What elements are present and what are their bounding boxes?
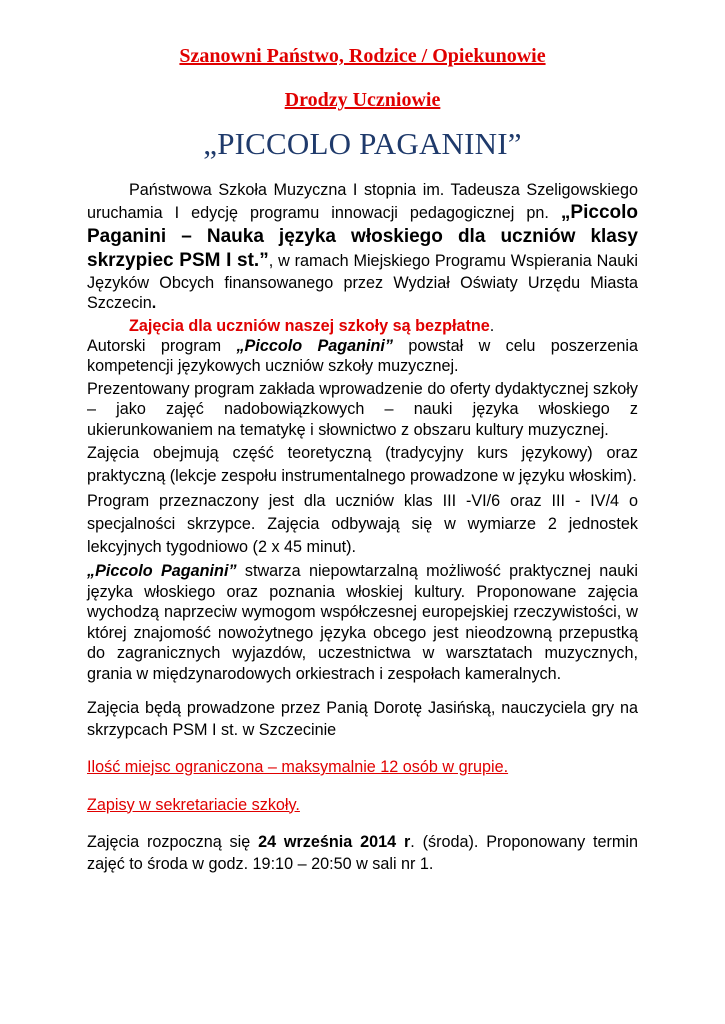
free-notice bbox=[129, 316, 638, 336]
classes-paragraph: Zajęcia obejmują część teoretyczną (tradycyjny kurs językowy) oraz praktyczną (lekcje zespołu instrumentalnego prowadzone w języku włoskim). bbox=[87, 444, 638, 485]
start-date: 24 września 2014 r bbox=[258, 833, 411, 851]
program-paragraph: Prezentowany program zakłada wprowadzenie do oferty dydaktycznej szkoły – jako zajęć nadobowiązkowych – nauki języka włoskiego z ukierunkowaniem na tematykę i słownictwo z obszaru kultury muzycznej. bbox=[87, 379, 638, 439]
intro-end-dot: . bbox=[151, 294, 157, 312]
intro-paragraph bbox=[87, 180, 638, 314]
program-full-name: „Piccolo Paganini – Nauka języka włoskiego dla uczniów klasy skrzypiec PSM I st.” bbox=[87, 201, 638, 271]
limit-paragraph bbox=[87, 757, 638, 778]
signup-notice: Zapisy w sekretariacie szkoły. bbox=[87, 795, 300, 814]
greeting-students: Drodzy Uczniowie bbox=[284, 89, 441, 111]
greeting-parents: Szanowni Państwo, Rodzice / Opiekunowie bbox=[179, 45, 546, 67]
intro-text-1: Państwowa Szkoła Muzyczna I stopnia im. Tadeusza Szeligowskiego uruchamia I edycję programu innowacji pedagogicznej pn. bbox=[87, 181, 638, 222]
author-paragraph bbox=[87, 336, 638, 377]
author-text-2: powstał w celu poszerzenia kompetencji językowych uczniów szkoły muzycznej. bbox=[87, 336, 638, 375]
document-title: „PICCOLO PAGANINI” bbox=[203, 126, 522, 161]
teacher-paragraph: Zajęcia będą prowadzone przez Panią Dorotę Jasińską, nauczyciela gry na skrzypcach PSM I st. w Szczecinie bbox=[87, 699, 638, 739]
free-notice-dot: . bbox=[489, 316, 495, 335]
start-text-2: . (środa). Proponowany termin zajęć to środa w godz. 19:10 – 20:50 w sali nr 1. bbox=[87, 833, 638, 873]
limit-notice: Ilość miejsc ograniczona – maksymalnie 12 osób w grupie. bbox=[87, 758, 509, 776]
author-text-1: Autorski program bbox=[87, 336, 237, 355]
free-notice-text: Zajęcia dla uczniów naszej szkoły są bezpłatne bbox=[129, 316, 490, 335]
piccolo-name: „Piccolo Paganini” bbox=[87, 562, 237, 580]
piccolo-text: stwarza niepowtarzalną możliwość praktycznej nauki języka włoskiego oraz poznania włoskiej kultury. Proponowane zajęcia wychodzą naprzeciw wymogom współczesnej europejskiej rzeczywistości, w której znajomość nowożytnego języka obcego jest nieodzowną przepustką do zagranicznych wyjazdów, uczestnictwa w warsztatach muzycznych, grania w międzynarodowych orkiestrach i zespołach kameralnych. bbox=[87, 562, 638, 683]
start-text-1: Zajęcia rozpoczną się bbox=[87, 833, 259, 851]
author-program-name: „Piccolo Paganini” bbox=[236, 336, 394, 355]
signup-paragraph bbox=[87, 795, 638, 816]
intro-text-2: , w ramach Miejskiego Programu Wspierania Nauki Języków Obcych finansowanego przez Wydział Oświaty Urzędu Miasta Szczecin bbox=[87, 251, 638, 312]
target-paragraph: Program przeznaczony jest dla uczniów klas III -VI/6 oraz III - IV/4 o specjalności skrzypce. Zajęcia odbywają się w wymiarze 2 jednostek lekcyjnych tygodniowo (2 x 45 minut). bbox=[87, 492, 638, 556]
piccolo-paragraph bbox=[87, 561, 638, 684]
start-paragraph bbox=[87, 832, 638, 875]
